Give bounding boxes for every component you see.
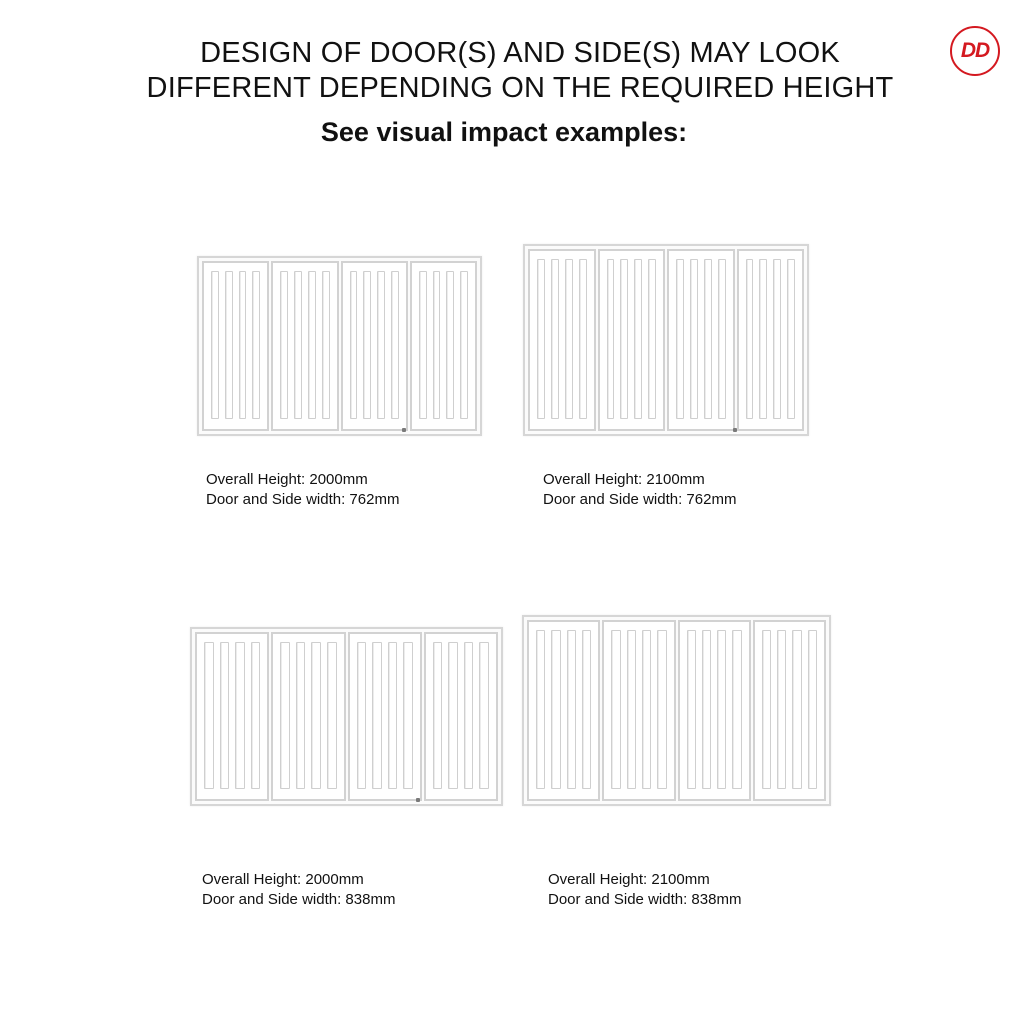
door-panel	[195, 632, 269, 801]
glazing-bar	[239, 271, 247, 419]
glazing-bar	[611, 630, 620, 789]
glazing-bar	[634, 259, 642, 419]
glazing-bar	[565, 259, 573, 419]
door-panel	[528, 249, 596, 431]
door-set-example-3	[190, 627, 503, 806]
glazing-bar	[717, 630, 726, 789]
glazing-bar	[280, 271, 288, 419]
glazing-bar	[225, 271, 233, 419]
overall-height-label: Overall Height: 2100mm	[543, 471, 705, 488]
glazing-bar	[204, 642, 214, 789]
door-side-width-label: Door and Side width: 762mm	[206, 491, 400, 508]
glazing-bar	[308, 271, 316, 419]
glazing-bar	[792, 630, 801, 789]
glazing-bar	[808, 630, 817, 789]
glazing-bar	[403, 642, 413, 789]
glazing-bar	[777, 630, 786, 789]
caption-example-2	[543, 470, 736, 510]
glazing-bar	[363, 271, 371, 419]
caption-example-3	[202, 870, 395, 910]
door-panel	[678, 620, 751, 801]
glazing-bar	[372, 642, 382, 789]
glazing-bar	[537, 259, 545, 419]
glazing-bar	[220, 642, 230, 789]
glazing-bar	[746, 259, 754, 419]
door-side-width-label: Door and Side width: 762mm	[543, 491, 737, 508]
glazing-bar	[252, 271, 260, 419]
caption-example-1	[206, 470, 399, 510]
glazing-bar	[648, 259, 656, 419]
glazing-bar	[280, 642, 290, 789]
glazing-bar	[642, 630, 651, 789]
glazing-bar	[567, 630, 576, 789]
glazing-bar	[448, 642, 458, 789]
glazing-bar	[687, 630, 696, 789]
door-set-example-1	[197, 256, 482, 436]
glazing-bar	[762, 630, 771, 789]
glazing-bar	[433, 642, 443, 789]
glazing-bar	[579, 259, 587, 419]
glazing-bar	[582, 630, 591, 789]
door-side-width-label: Door and Side width: 838mm	[202, 891, 396, 908]
glazing-bar	[211, 271, 219, 419]
glazing-bar	[322, 271, 330, 419]
glazing-bar	[391, 271, 399, 419]
glazing-bar	[607, 259, 615, 419]
glazing-bar	[620, 259, 628, 419]
glazing-bar	[657, 630, 666, 789]
glazing-bar	[690, 259, 698, 419]
glazing-bar	[350, 271, 358, 419]
logo-text: DD	[960, 39, 990, 62]
glazing-bar	[446, 271, 454, 419]
door-panel	[667, 249, 735, 431]
door-panel	[202, 261, 269, 431]
glazing-bar	[464, 642, 474, 789]
door-handle-icon	[416, 798, 420, 802]
glazing-bar	[419, 271, 427, 419]
door-handle-icon	[402, 428, 406, 432]
door-panel	[348, 632, 422, 801]
glazing-bar	[627, 630, 636, 789]
glazing-bar	[536, 630, 545, 789]
door-panel	[341, 261, 408, 431]
overall-height-label: Overall Height: 2100mm	[548, 871, 710, 888]
glazing-bar	[388, 642, 398, 789]
door-panel	[271, 632, 345, 801]
glazing-bar	[311, 642, 321, 789]
glazing-bar	[773, 259, 781, 419]
door-panel	[737, 249, 805, 431]
glazing-bar	[787, 259, 795, 419]
door-panel	[424, 632, 498, 801]
glazing-bar	[704, 259, 712, 419]
subheading: See visual impact examples:	[320, 117, 688, 147]
glazing-bar	[718, 259, 726, 419]
overall-height-label: Overall Height: 2000mm	[206, 471, 368, 488]
door-set-example-4	[522, 615, 831, 806]
glazing-bar	[551, 259, 559, 419]
glazing-bar	[235, 642, 245, 789]
glazing-bar	[732, 630, 741, 789]
glazing-bar	[433, 271, 441, 419]
door-panel	[527, 620, 600, 801]
glazing-bar	[551, 630, 560, 789]
glazing-bar	[759, 259, 767, 419]
door-panel	[271, 261, 338, 431]
door-side-width-label: Door and Side width: 838mm	[548, 891, 742, 908]
door-panel	[410, 261, 477, 431]
glazing-bar	[327, 642, 337, 789]
glazing-bar	[294, 271, 302, 419]
glazing-bar	[251, 642, 261, 789]
door-handle-icon	[733, 428, 737, 432]
door-panel	[598, 249, 666, 431]
overall-height-label: Overall Height: 2000mm	[202, 871, 364, 888]
dd-logo	[950, 26, 1000, 76]
glazing-bar	[479, 642, 489, 789]
glazing-bar	[357, 642, 367, 789]
glazing-bar	[702, 630, 711, 789]
door-set-example-2	[523, 244, 809, 436]
glazing-bar	[296, 642, 306, 789]
headline-line-1: DESIGN OF DOOR(S) AND SIDE(S) MAY LOOK	[200, 37, 840, 69]
door-panel	[602, 620, 675, 801]
glazing-bar	[676, 259, 684, 419]
caption-example-4	[548, 870, 741, 910]
door-panel	[753, 620, 826, 801]
headline-line-2: DIFFERENT DEPENDING ON THE REQUIRED HEIGHT	[146, 72, 894, 104]
glazing-bar	[460, 271, 468, 419]
glazing-bar	[377, 271, 385, 419]
